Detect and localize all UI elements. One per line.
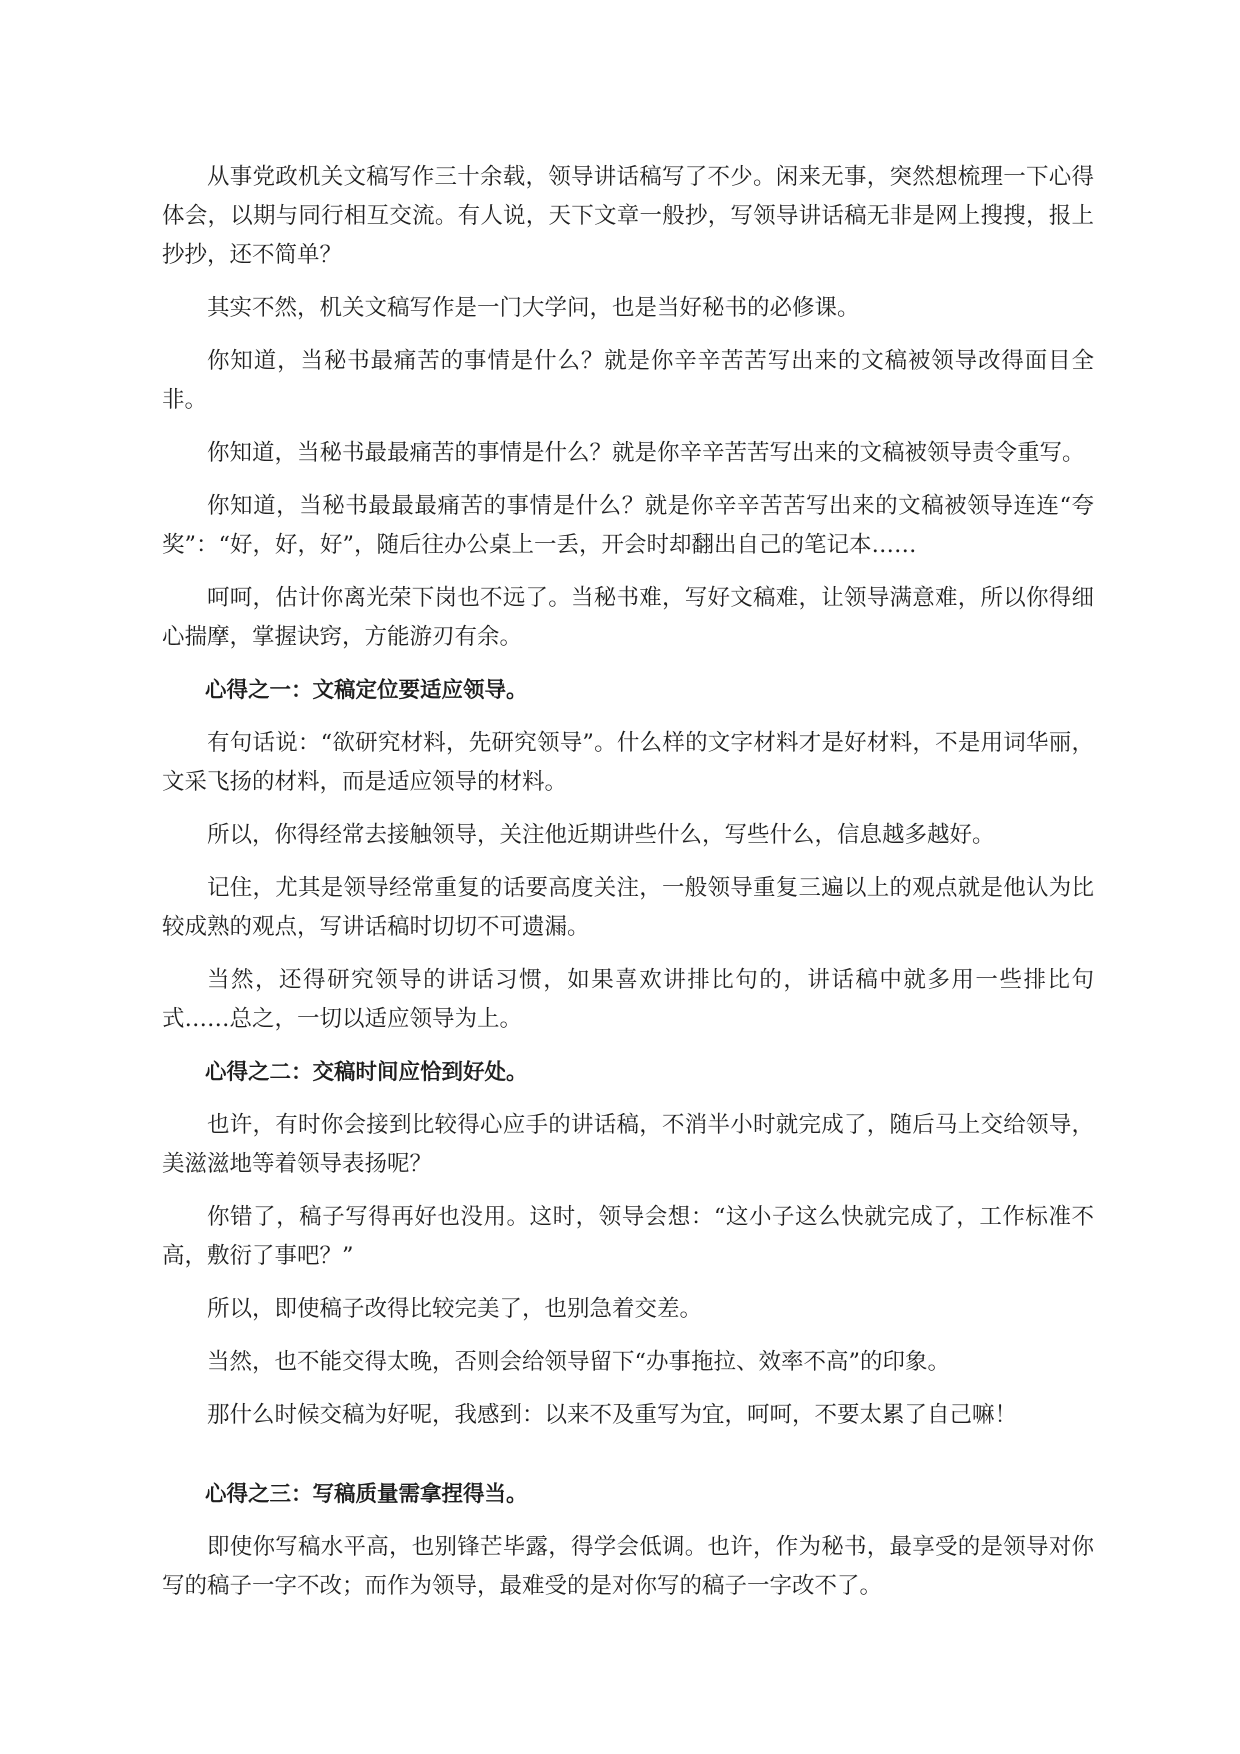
paragraph: 那什么时候交稿为好呢，我感到：以来不及重写为宜，呵呵，不要太累了自己嘛！	[207, 1402, 1018, 1428]
section-heading-1: 心得之一：文稿定位要适应领导。	[205, 678, 528, 703]
paragraph: 你错了，稿子写得再好也没用。这时，领导会想：“这小子这么快就完成了，工作标准不高，敷衍了事吧？”	[162, 1204, 1094, 1269]
paragraph: 也许，有时你会接到比较得心应手的讲话稿，不消半小时就完成了，随后马上交给领导，美滋滋地等着领导表扬呢？	[162, 1112, 1094, 1177]
paragraph: 你知道，当秘书最痛苦的事情是什么？就是你辛辛苦苦写出来的文稿被领导改得面目全非。	[162, 348, 1094, 413]
document-page	[162, 158, 1094, 1620]
paragraph: 即使你写稿水平高，也别锋芒毕露，得学会低调。也许，作为秘书，最享受的是领导对你写的稿子一字不改；而作为领导，最难受的是对你写的稿子一字改不了。	[162, 1534, 1094, 1599]
paragraph: 所以，即使稿子改得比较完美了，也别急着交差。	[207, 1296, 703, 1322]
paragraph: 你知道，当秘书最最最痛苦的事情是什么？就是你辛辛苦苦写出来的文稿被领导连连“夸奖”：“好，好，好”，随后往办公桌上一丢，开会时却翻出自己的笔记本……	[162, 493, 1094, 558]
paragraph: 当然，也不能交得太晚，否则会给领导留下“办事拖拉、效率不高”的印象。	[207, 1349, 951, 1375]
paragraph: 记住，尤其是领导经常重复的话要高度关注，一般领导重复三遍以上的观点就是他认为比较成熟的观点，写讲话稿时切切不可遗漏。	[162, 875, 1094, 940]
paragraph-intro: 从事党政机关文稿写作三十余载，领导讲话稿写了不少。闲来无事，突然想梳理一下心得体会，以期与同行相互交流。有人说，天下文章一般抄，写领导讲话稿无非是网上搜搜，报上抄抄，还不简单？	[162, 164, 1094, 268]
paragraph: 所以，你得经常去接触领导，关注他近期讲些什么，写些什么，信息越多越好。	[207, 822, 995, 848]
paragraph: 你知道，当秘书最最痛苦的事情是什么？就是你辛辛苦苦写出来的文稿被领导责令重写。	[207, 440, 1085, 466]
paragraph: 当然，还得研究领导的讲话习惯，如果喜欢讲排比句的，讲话稿中就多用一些排比句式……总之，一切以适应领导为上。	[162, 967, 1094, 1032]
section-heading-2: 心得之二：交稿时间应恰到好处。	[205, 1060, 528, 1085]
paragraph: 有句话说：“欲研究材料，先研究领导”。什么样的文字材料才是好材料，不是用词华丽，文采飞扬的材料，而是适应领导的材料。	[162, 730, 1094, 795]
paragraph: 呵呵，估计你离光荣下岗也不远了。当秘书难，写好文稿难，让领导满意难，所以你得细心揣摩，掌握诀窍，方能游刃有余。	[162, 585, 1094, 650]
section-heading-3: 心得之三：写稿质量需拿捏得当。	[205, 1482, 528, 1507]
paragraph: 其实不然，机关文稿写作是一门大学问，也是当好秘书的必修课。	[207, 295, 860, 321]
